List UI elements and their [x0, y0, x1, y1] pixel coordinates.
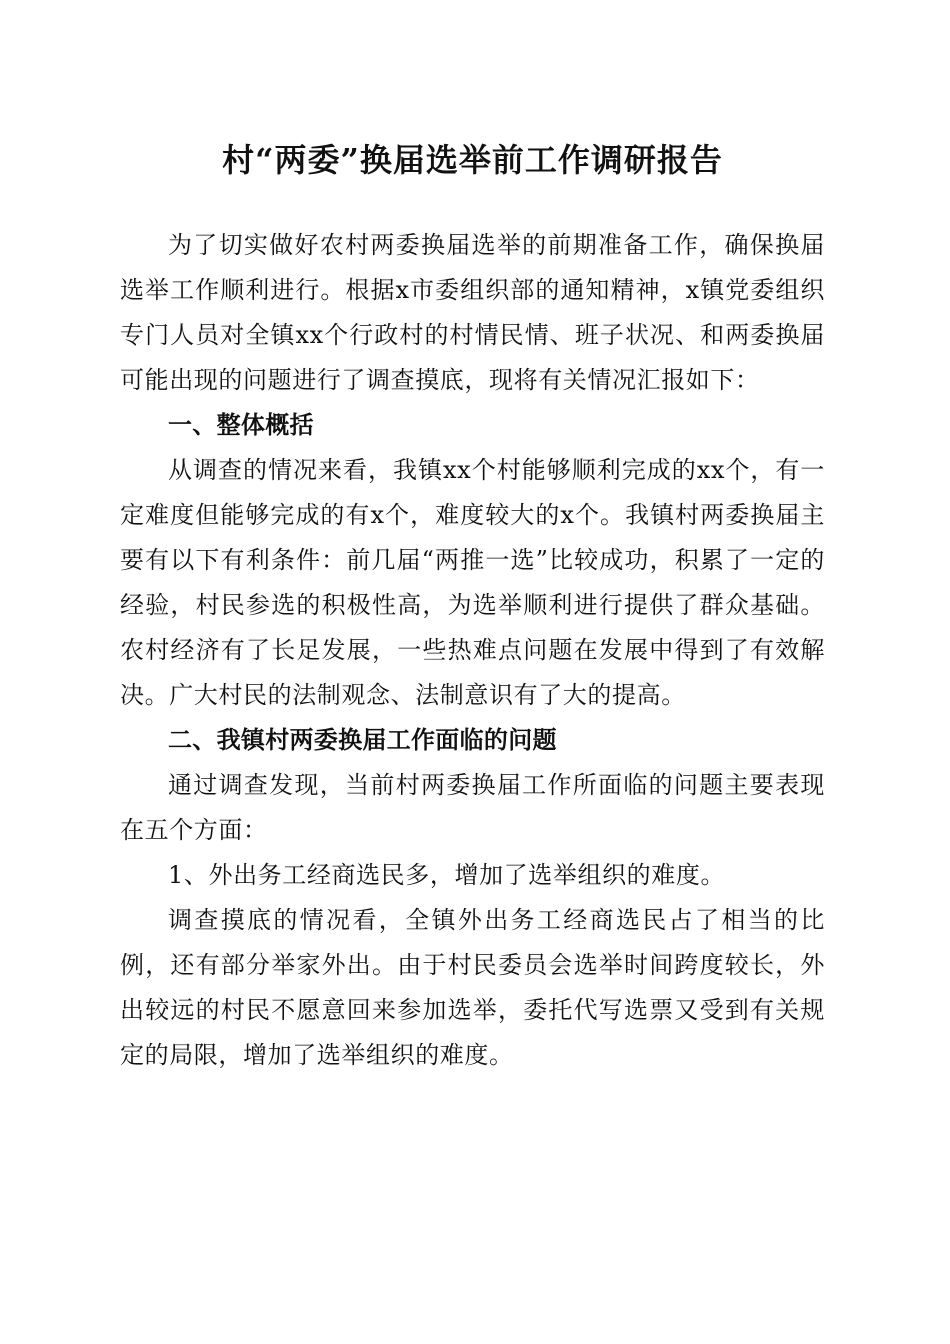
problem-item-1: 1、外出务工经商选民多，增加了选举组织的难度。	[168, 861, 726, 889]
overview-paragraph: 从调查的情况来看，我镇xx个村能够顺利完成的xx个，有一定难度但能够完成的有x个，难度较大的x个。我镇村两委换届主要有以下有利条件：前几届“两推一选”比较成功，积累了一定的经验，村民参选的积极性高，为选举顺利进行提供了群众基础。农村经济有了长足发展，一些热难点问题在发展中得到了有效解决。广大村民的法制观念、法制意识有了大的提高。	[120, 456, 825, 709]
document-page	[120, 130, 825, 1078]
section-heading-overview: 一、整体概括	[168, 411, 314, 439]
problems-intro-paragraph: 通过调查发现，当前村两委换届工作所面临的问题主要表现在五个方面：	[120, 771, 825, 844]
document-title: 村“两委”换届选举前工作调研报告	[222, 141, 723, 179]
intro-paragraph: 为了切实做好农村两委换届选举的前期准备工作，确保换届选举工作顺利进行。根据x市委组织部的通知精神，x镇党委组织专门人员对全镇xx个行政村的村情民情、班子状况、和两委换届可能出现的问题进行了调查摸底，现将有关情况汇报如下：	[120, 231, 825, 394]
problem-1-detail-paragraph: 调查摸底的情况看，全镇外出务工经商选民占了相当的比例，还有部分举家外出。由于村民委员会选举时间跨度较长，外出较远的村民不愿意回来参加选举，委托代写选票又受到有关规定的局限，增加了选举组织的难度。	[120, 906, 825, 1069]
section-heading-problems: 二、我镇村两委换届工作面临的问题	[168, 726, 557, 754]
